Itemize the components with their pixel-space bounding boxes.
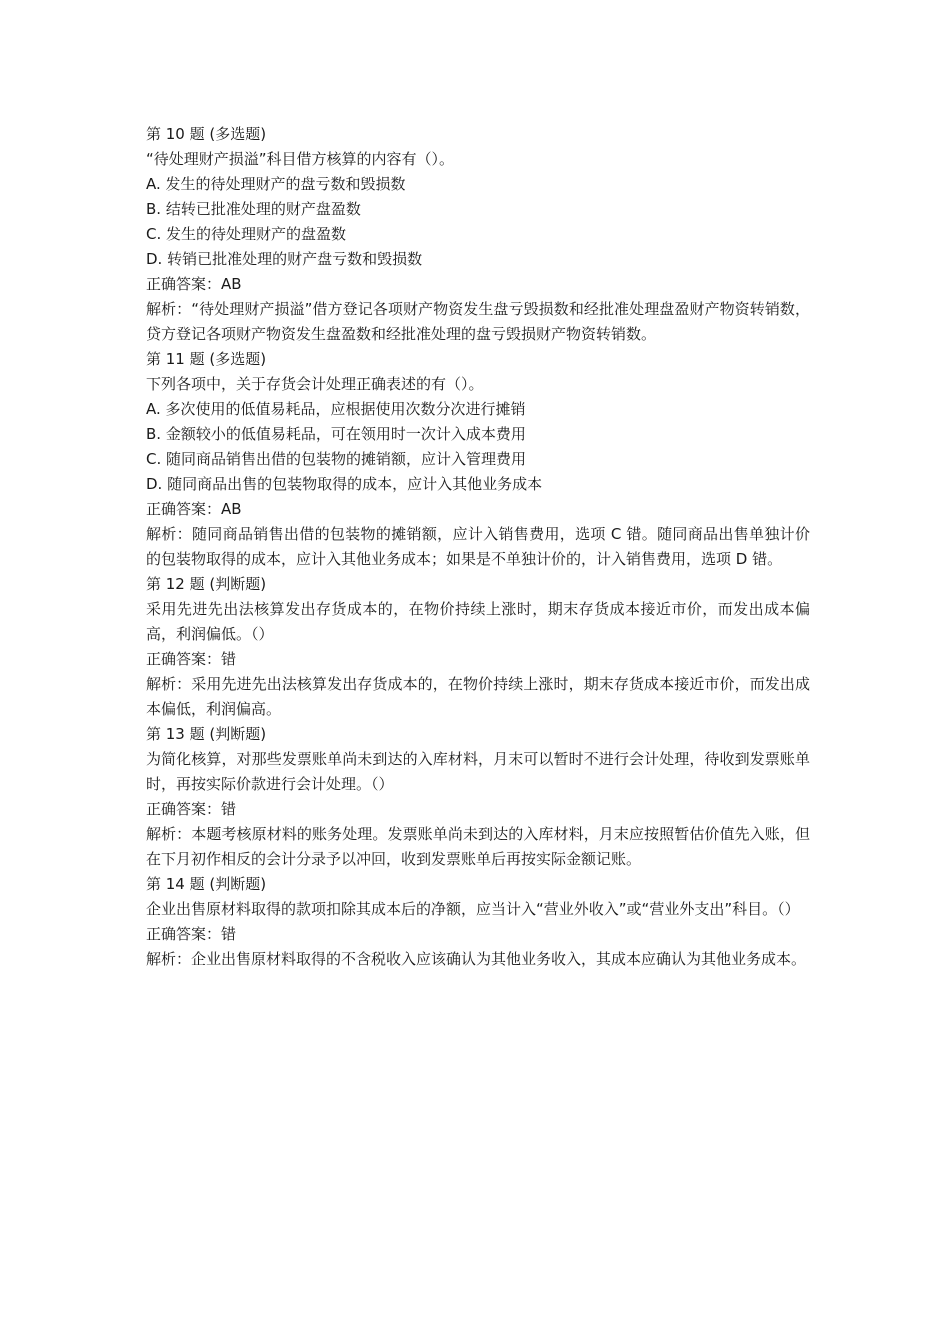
question-header: 第 11 题 (多选题) [146, 350, 267, 368]
question-13 [146, 722, 810, 872]
question-header: 第 10 题 (多选题) [146, 125, 267, 143]
answer-analysis: 解析：“待处理财产损溢”借方登记各项财产物资发生盘亏毁损数和经批准处理盘盈财产物资转销数，贷方登记各项财产物资发生盘盈数和经批准处理的盘亏毁损财产物资转销数。 [146, 300, 810, 343]
correct-answer: 正确答案：AB [146, 275, 242, 293]
answer-analysis: 解析：随同商品销售出借的包装物的摊销额，应计入销售费用，选项 C 错。随同商品出售单独计价的包装物取得的成本，应计入其他业务成本；如果是不单独计价的，计入销售费用，选项 D 错。 [146, 525, 810, 568]
answer-analysis: 解析：采用先进先出法核算发出存货成本的，在物价持续上涨时，期末存货成本接近市价，而发出成本偏低，利润偏高。 [146, 675, 810, 718]
question-stem: 为简化核算，对那些发票账单尚未到达的入库材料，月末可以暂时不进行会计处理，待收到发票账单时，再按实际价款进行会计处理。（） [146, 750, 810, 793]
option-d: D. 转销已批准处理的财产盘亏数和毁损数 [146, 250, 423, 268]
document-page [146, 122, 810, 972]
option-b: B. 结转已批准处理的财产盘盈数 [146, 200, 361, 218]
question-stem: 下列各项中，关于存货会计处理正确表述的有（）。 [146, 375, 484, 393]
option-a: A. 多次使用的低值易耗品，应根据使用次数分次进行摊销 [146, 400, 526, 418]
question-header: 第 13 题 (判断题) [146, 725, 267, 743]
answer-analysis: 解析：企业出售原材料取得的不含税收入应该确认为其他业务收入，其成本应确认为其他业务成本。 [146, 950, 807, 968]
option-a: A. 发生的待处理财产的盘亏数和毁损数 [146, 175, 406, 193]
correct-answer: 正确答案：错 [146, 650, 237, 668]
answer-analysis: 解析：本题考核原材料的账务处理。发票账单尚未到达的入库材料，月末应按照暂估价值先入账，但在下月初作相反的会计分录予以冲回，收到发票账单后再按实际金额记账。 [146, 825, 810, 868]
question-stem: 企业出售原材料取得的款项扣除其成本后的净额，应当计入“营业外收入”或“营业外支出”科目。（） [146, 900, 800, 918]
question-11 [146, 347, 810, 572]
question-header: 第 12 题 (判断题) [146, 575, 267, 593]
question-14 [146, 872, 810, 972]
option-c: C. 随同商品销售出借的包装物的摊销额，应计入管理费用 [146, 450, 527, 468]
question-stem: “待处理财产损溢”科目借方核算的内容有（）。 [146, 150, 455, 168]
option-d: D. 随同商品出售的包装物取得的成本，应计入其他业务成本 [146, 475, 543, 493]
correct-answer: 正确答案：AB [146, 500, 242, 518]
question-header: 第 14 题 (判断题) [146, 875, 267, 893]
question-stem: 采用先进先出法核算发出存货成本的，在物价持续上涨时，期末存货成本接近市价，而发出成本偏高，利润偏低。（） [146, 600, 810, 643]
correct-answer: 正确答案：错 [146, 800, 237, 818]
question-10 [146, 122, 810, 347]
correct-answer: 正确答案：错 [146, 925, 237, 943]
question-12 [146, 572, 810, 722]
option-c: C. 发生的待处理财产的盘盈数 [146, 225, 347, 243]
option-b: B. 金额较小的低值易耗品，可在领用时一次计入成本费用 [146, 425, 526, 443]
